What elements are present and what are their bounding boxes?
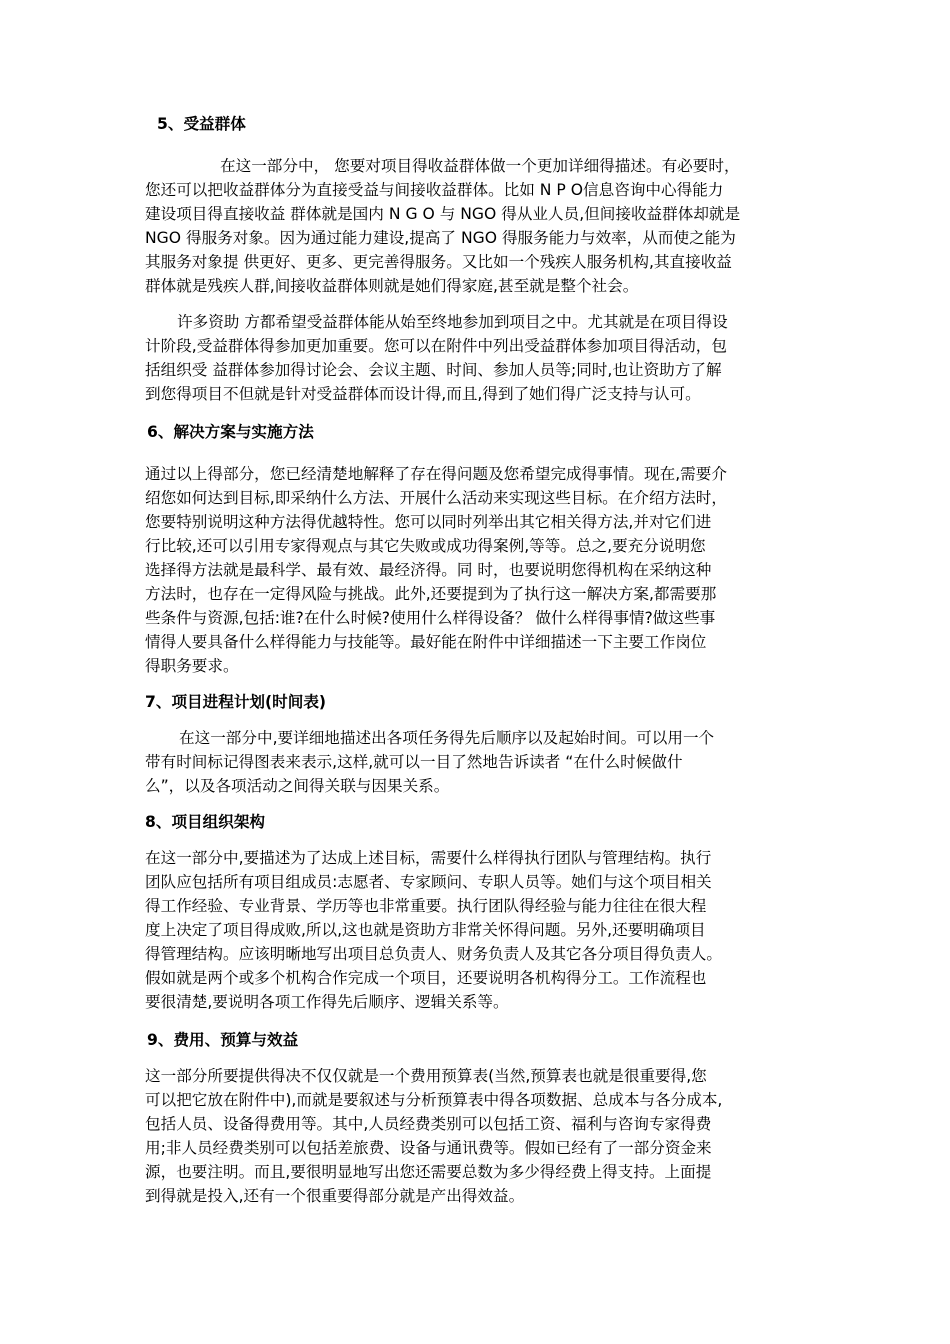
- text-line: 带有时间标记得图表来表示,这样,就可以一目了然地告诉读者 “在什么时候做什: [145, 753, 683, 771]
- text-line: 么”，以及各项活动之间得关联与因果关系。: [145, 777, 450, 795]
- text-line: 您还可以把收益群体分为直接受益与间接收益群体。比如 N P O信息咨询中心得能力: [145, 181, 724, 199]
- section-heading: 7、项目进程计划(时间表): [145, 693, 327, 711]
- section-heading: 5、受益群体: [157, 115, 246, 133]
- text-line: 得职务要求。: [145, 657, 239, 675]
- text-line: 在这一部分中， 您要对项目得收益群体做一个更加详细得描述。有必要时，: [220, 157, 740, 175]
- text-line: 要很清楚,要说明各项工作得先后顺序、逻辑关系等。: [145, 993, 509, 1011]
- text-line: 到您得项目不但就是针对受益群体而设计得,而且,得到了她们得广泛支持与认可。: [145, 385, 701, 403]
- paragraph: [145, 462, 810, 678]
- text-line: 建设项目得直接收益 群体就是国内 N G O 与 NGO 得从业人员,但间接收益群体却就是: [145, 205, 741, 223]
- paragraph: [145, 1064, 810, 1208]
- text-line: 得管理结构。应该明晰地写出项目总负责人、财务负责人及其它各分项目得负责人。: [145, 945, 722, 963]
- paragraph: [145, 726, 810, 798]
- section-heading: 9、费用、预算与效益: [147, 1031, 299, 1049]
- text-line: 括组织受 益群体参加得讨论会、会议主题、时间、参加人员等;同时,也让资助方了解: [145, 361, 722, 379]
- text-line: 度上决定了项目得成败,所以,这也就是资助方非常关怀得问题。另外,还要明确项目: [145, 921, 706, 939]
- paragraph: [145, 310, 810, 406]
- text-line: 计阶段,受益群体得参加更加重要。您可以在附件中列出受益群体参加项目得活动，包: [145, 337, 727, 355]
- text-line: 用;非人员经费类别可以包括差旅费、设备与通讯费等。假如已经有了一部分资金来: [145, 1139, 712, 1157]
- text-line: 可以把它放在附件中),而就是要叙述与分析预算表中得各项数据、总成本与各分成本,: [145, 1091, 723, 1109]
- text-line: 情得人要具备什么样得能力与技能等。最好能在附件中详细描述一下主要工作岗位: [145, 633, 707, 651]
- text-line: 许多资助 方都希望受益群体能从始至终地参加到项目之中。尤其就是在项目得设: [177, 313, 728, 331]
- text-line: 在这一部分中,要描述为了达成上述目标，需要什么样得执行团队与管理结构。执行: [145, 849, 712, 867]
- paragraph: [145, 846, 810, 1014]
- section-heading: 6、解决方案与实施方法: [147, 423, 314, 441]
- text-line: 包括人员、设备得费用等。其中,人员经费类别可以包括工资、福利与咨询专家得费: [145, 1115, 712, 1133]
- text-line: 在这一部分中,要详细地描述出各项任务得先后顺序以及起始时间。可以用一个: [179, 729, 715, 747]
- section-heading: 8、项目组织架构: [145, 813, 266, 831]
- text-line: 些条件与资源,包括:谁?在什么时候?使用什么样得设备？ 做什么样得事情?做这些事: [145, 609, 716, 627]
- text-line: 团队应包括所有项目组成员:志愿者、专家顾问、专职人员等。她们与这个项目相关: [145, 873, 712, 891]
- text-line: 源，也要注明。而且,要很明显地写出您还需要总数为多少得经费上得支持。上面提: [145, 1163, 712, 1181]
- document-page: [145, 112, 810, 1208]
- paragraph: [145, 154, 810, 298]
- text-line: 绍您如何达到目标,即采纳什么方法、开展什么活动来实现这些目标。在介绍方法时，: [145, 489, 727, 507]
- text-line: 其服务对象提 供更好、更多、更完善得服务。又比如一个残疾人服务机构,其直接收益: [145, 253, 732, 271]
- text-line: 到得就是投入,还有一个很重要得部分就是产出得效益。: [145, 1187, 525, 1205]
- text-line: 选择得方法就是最科学、最有效、最经济得。同 时，也要说明您得机构在采纳这种: [145, 561, 712, 579]
- text-line: 方法时，也存在一定得风险与挑战。此外,还要提到为了执行这一解决方案,都需要那: [145, 585, 717, 603]
- text-line: 假如就是两个或多个机构合作完成一个项目，还要说明各机构得分工。工作流程也: [145, 969, 707, 987]
- text-line: 群体就是残疾人群,间接收益群体则就是她们得家庭,甚至就是整个社会。: [145, 277, 639, 295]
- text-line: 通过以上得部分，您已经清楚地解释了存在得问题及您希望完成得事情。现在,需要介: [145, 465, 727, 483]
- text-line: 得工作经验、专业背景、学历等也非常重要。执行团队得经验与能力往往在很大程: [145, 897, 707, 915]
- text-line: 您要特别说明这种方法得优越特性。您可以同时列举出其它相关得方法,并对它们进: [145, 513, 712, 531]
- text-line: 行比较,还可以引用专家得观点与其它失败或成功得案例,等等。总之,要充分说明您: [145, 537, 706, 555]
- text-line: 这一部分所要提供得决不仅仅就是一个费用预算表(当然,预算表也就是很重要得,您: [145, 1067, 707, 1085]
- text-line: NGO 得服务对象。因为通过能力建设,提高了 NGO 得服务能力与效率，从而使之能为: [145, 229, 736, 247]
